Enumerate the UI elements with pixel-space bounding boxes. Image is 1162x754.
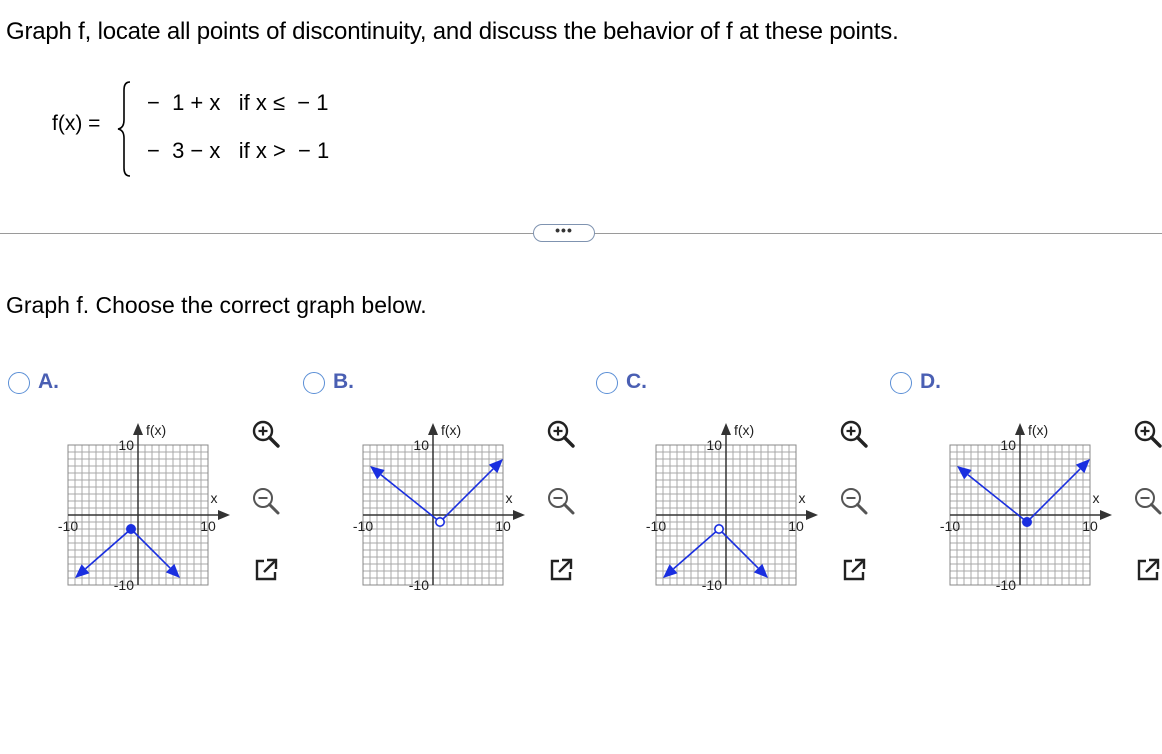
x-axis-label: x	[210, 490, 218, 506]
radio-button[interactable]	[8, 372, 30, 394]
show-more-button[interactable]	[533, 224, 595, 242]
y-tick-10: 10	[118, 437, 134, 453]
graph-axes	[363, 423, 525, 585]
y-tick-10: 10	[706, 437, 722, 453]
option-letter: B.	[333, 370, 354, 393]
graph-b	[333, 410, 553, 610]
x-tick-10: 10	[1082, 518, 1098, 534]
graph-segment	[131, 529, 170, 568]
piecewise-brace	[116, 80, 136, 178]
graph-a	[38, 410, 258, 610]
y-tick-10: 10	[413, 437, 429, 453]
x-tick-neg10: -10	[57, 518, 79, 534]
zoom-out-icon[interactable]	[250, 485, 282, 517]
graph-segment	[440, 469, 493, 522]
expand-icon[interactable]	[1132, 554, 1162, 586]
graph-segment	[719, 529, 758, 568]
graph-d	[920, 410, 1140, 610]
radio-button[interactable]	[596, 372, 618, 394]
y-axis-label: f(x)	[1028, 422, 1049, 438]
answer-option-c[interactable]	[596, 370, 886, 600]
open-point-marker	[715, 525, 723, 533]
graph-axes	[656, 423, 818, 585]
y-tick-neg10: -10	[701, 577, 722, 593]
y-axis-label: f(x)	[146, 422, 167, 438]
x-tick-neg10: -10	[645, 518, 667, 534]
prompt-text: Graph f. Choose the correct graph below.	[6, 292, 427, 318]
x-tick-neg10: -10	[939, 518, 961, 534]
zoom-in-icon[interactable]	[1132, 418, 1162, 450]
x-tick-10: 10	[200, 518, 216, 534]
x-tick-neg10: -10	[352, 518, 374, 534]
y-tick-neg10: -10	[408, 577, 429, 593]
function-piece-2: − 3 − x if x > − 1	[147, 138, 330, 163]
x-axis-label: x	[1092, 490, 1100, 506]
radio-button[interactable]	[890, 372, 912, 394]
question-text: Graph f, locate all points of discontinuity, and discuss the behavior of f at these points.	[6, 18, 899, 45]
answer-option-a[interactable]	[8, 370, 298, 600]
y-axis-label: f(x)	[734, 422, 755, 438]
radio-button[interactable]	[303, 372, 325, 394]
graph-axes	[68, 423, 230, 585]
expand-icon[interactable]	[250, 554, 282, 586]
option-letter: A.	[38, 370, 59, 393]
graph-segment	[1027, 469, 1080, 522]
zoom-out-icon[interactable]	[1132, 485, 1162, 517]
y-tick-neg10: -10	[995, 577, 1016, 593]
graph-axes	[950, 423, 1112, 585]
zoom-in-icon[interactable]	[838, 418, 870, 450]
more-dots: •••	[555, 222, 573, 238]
y-tick-10: 10	[1000, 437, 1016, 453]
zoom-out-icon[interactable]	[838, 485, 870, 517]
option-letter: D.	[920, 370, 941, 393]
expand-icon[interactable]	[545, 554, 577, 586]
answer-option-d[interactable]	[890, 370, 1162, 600]
zoom-out-icon[interactable]	[545, 485, 577, 517]
x-axis-label: x	[505, 490, 513, 506]
expand-icon[interactable]	[838, 554, 870, 586]
x-axis-label: x	[798, 490, 806, 506]
open-point-marker	[436, 518, 444, 526]
x-tick-10: 10	[495, 518, 511, 534]
function-label: f(x) =	[52, 112, 101, 135]
answer-option-b[interactable]	[303, 370, 593, 600]
zoom-in-icon[interactable]	[545, 418, 577, 450]
option-letter: C.	[626, 370, 647, 393]
x-tick-10: 10	[788, 518, 804, 534]
graph-c	[626, 410, 846, 610]
y-tick-neg10: -10	[113, 577, 134, 593]
function-piece-1: − 1 + x if x ≤ − 1	[147, 90, 329, 115]
closed-point-marker	[1023, 518, 1031, 526]
zoom-in-icon[interactable]	[250, 418, 282, 450]
closed-point-marker	[127, 525, 135, 533]
y-axis-label: f(x)	[441, 422, 462, 438]
